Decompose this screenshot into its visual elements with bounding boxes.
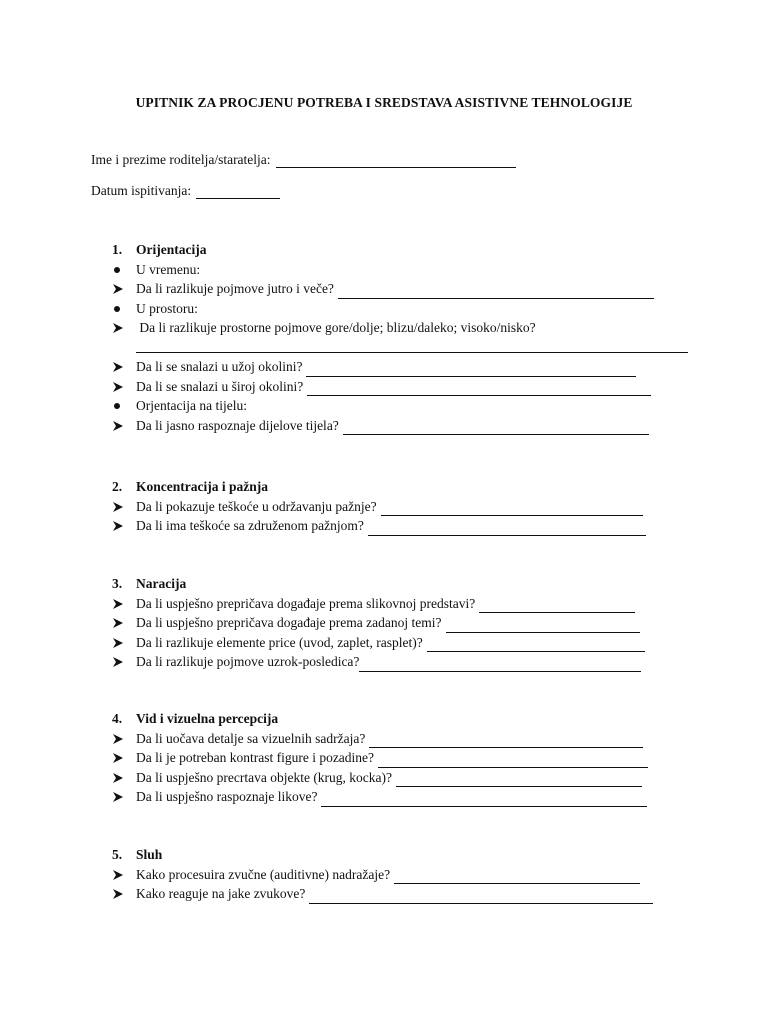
date-label: Datum ispitivanja: [91,183,192,198]
question-text: Da li jasno raspoznaje dijelove tijela? [136,417,339,433]
section-hearing [112,845,682,904]
item-label: U vremenu: [136,261,201,277]
answer-blank[interactable] [394,869,640,884]
section-number: 5. [112,847,123,862]
question-row [112,729,682,749]
section-orientation [112,240,682,435]
question-text: Da li razlikuje pojmove jutro i veče? [136,281,334,296]
question-row [112,884,682,904]
question-row [112,497,682,517]
question-row [112,594,682,614]
answer-blank[interactable] [427,637,645,652]
parent-name-blank[interactable] [276,155,516,168]
page-title: UPITNIK ZA PROCJENU POTREBA I SREDSTAVA ASISTIVNE TEHNOLOGIJE [135,95,633,110]
question-row [112,357,682,377]
question-text: Da li razlikuje elemente price (uvod, zaplet, rasplet)? [136,634,423,650]
answer-blank[interactable] [338,284,654,299]
section-title: Orijentacija [136,242,207,257]
answer-blank[interactable] [369,733,643,748]
question-text: Da li razlikuje prostorne pojmove gore/dolje; blizu/daleko; visoko/nisko? [136,320,536,335]
question-text: Da li se snalazi u užoj okolini? [136,359,303,374]
answer-blank[interactable] [307,381,651,396]
section-heading [112,845,682,865]
answer-blank[interactable] [381,501,643,516]
answer-blank[interactable] [359,657,641,672]
section-vision [112,709,682,807]
question-text: Da li ima teškoće sa združenom pažnjom? [136,518,364,533]
question-text: Da li se snalazi u široj okolini? [136,378,304,394]
answer-blank[interactable] [368,521,646,536]
answer-blank[interactable] [306,362,636,377]
question-row [112,865,682,885]
section-number: 3. [112,576,123,591]
section-concentration [112,477,682,536]
question-row [112,633,682,653]
answer-blank[interactable] [309,889,653,904]
question-text: Kako procesuira zvučne (auditivne) nadražaje? [136,866,391,882]
question-text: Da li je potreban kontrast figure i pozadine? [136,750,375,765]
parent-name-field [91,152,516,168]
answer-blank[interactable] [479,598,635,613]
section-heading [112,574,682,594]
list-item [112,396,682,416]
section-title: Koncentracija i pažnja [136,479,268,494]
question-row [112,652,682,672]
answer-line-row [112,338,682,358]
question-text: Kako reaguje na jake zvukove? [136,886,306,901]
parent-name-label: Ime i prezime roditelja/staratelja: [91,152,271,167]
section-title: Naracija [136,576,187,591]
list-item [112,299,682,319]
answer-blank[interactable] [321,792,647,807]
answer-blank[interactable] [136,338,688,353]
question-row [112,613,682,633]
section-title: Vid i vizuelna percepcija [136,711,279,726]
section-heading [112,240,682,260]
question-text: Da li pokazuje teškoće u održavanju pažnje? [136,498,377,514]
answer-blank[interactable] [396,772,642,787]
item-label: U prostoru: [136,300,198,316]
question-row [112,787,682,807]
section-heading [112,709,682,729]
question-row [112,516,682,536]
question-text: Da li uspješno precrtava objekte (krug, kocka)? [136,769,393,785]
question-text: Da li uspješno prepričava događaje prema zadanoj temi? [136,615,442,630]
question-text: Da li uspješno raspoznaje likove? [136,789,318,804]
question-row [112,768,682,788]
answer-blank[interactable] [446,618,640,633]
answer-blank[interactable] [343,420,649,435]
question-row [112,748,682,768]
item-label: Orjentacija na tijelu: [136,398,247,413]
question-row [112,279,682,299]
section-title: Sluh [136,847,163,862]
section-narration [112,574,682,672]
section-heading [112,477,682,497]
date-field [91,183,280,199]
question-text: Da li uspješno prepričava događaje prema slikovnoj predstavi? [136,595,476,611]
question-row [112,318,682,338]
section-number: 2. [112,479,123,494]
answer-blank[interactable] [378,753,648,768]
section-number: 1. [112,242,123,257]
question-text: Da li uočava detalje sa vizuelnih sadržaja? [136,730,366,746]
question-text: Da li razlikuje pojmove uzrok-posledica? [136,654,360,669]
question-row [112,416,682,436]
question-row [112,377,682,397]
list-item [112,260,682,280]
date-blank[interactable] [196,186,280,199]
section-number: 4. [112,711,123,726]
